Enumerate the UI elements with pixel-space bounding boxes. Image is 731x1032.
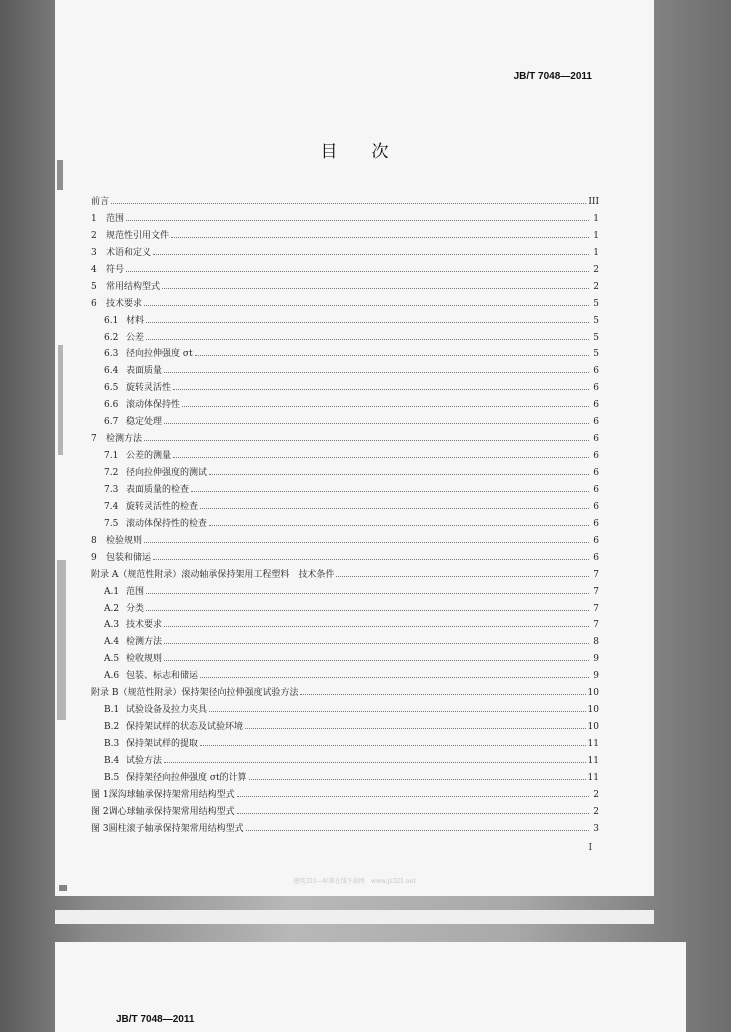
toc-entry-page: 6 [593,535,599,546]
toc-entry[interactable] [91,668,599,685]
toc-entry-page: 9 [593,671,599,682]
toc-entry[interactable] [91,617,599,634]
dot-leader [246,830,589,831]
toc-entry-number: A.3 [104,620,120,631]
toc-entry-title: 包装、标志和储运 [126,671,199,682]
toc-entry-title: 表面质量的检查 [126,484,190,495]
toc-entry[interactable] [91,516,599,533]
toc-entry-number: 5 [91,281,97,292]
toc-entry-title: 技术要求 [106,298,143,309]
toc-entry-page: 1 [593,213,599,224]
doc-code-header: JB/T 7048—2011 [513,71,592,82]
toc-entry[interactable] [91,821,599,838]
dot-leader [146,610,589,611]
toc-entry-title: 包装和储运 [106,552,152,563]
toc-entry-page: 1 [593,230,599,241]
toc-entry[interactable] [91,194,599,211]
table-of-contents [91,194,599,838]
toc-entry[interactable] [91,262,599,279]
toc-entry-number: 4 [91,264,97,275]
dot-leader [164,626,589,627]
dot-leader [209,525,589,526]
toc-entry[interactable] [91,787,599,804]
toc-entry-title: 范围 [106,213,125,224]
dot-leader [195,355,589,356]
toc-entry-title: 试验方法 [126,755,163,766]
toc-entry-title: 材料 [126,315,145,326]
toc-entry-number: 图 3 [91,823,109,834]
document-page [55,0,654,896]
dot-leader [153,254,589,255]
dot-leader [146,322,589,323]
toc-entry-number: A.4 [104,637,120,648]
dot-leader [164,423,589,424]
toc-entry[interactable] [91,753,599,770]
toc-entry[interactable] [91,448,599,465]
toc-entry-number: 7.2 [104,468,119,478]
toc-entry-title: 稳定处理 [126,417,163,428]
toc-entry[interactable] [91,770,599,787]
toc-entry-title: 符号 [106,264,125,275]
toc-entry-title: 径向拉伸强度 σt [126,349,193,360]
toc-entry-title: 技术要求 [126,620,163,631]
toc-entry-number: 2 [91,230,97,241]
toc-entry-number: 图 1 [91,789,109,800]
toc-entry[interactable] [91,685,599,702]
toc-entry-page: 2 [593,264,599,275]
toc-entry-number: 8 [91,535,97,546]
dot-leader [249,779,586,780]
dot-leader [162,288,589,289]
toc-entry[interactable] [91,397,599,414]
toc-entry[interactable] [91,313,599,330]
toc-entry-title: 滚动体保持性的检查 [126,518,208,529]
toc-entry[interactable] [91,702,599,719]
toc-entry-number: A.1 [104,586,120,597]
page-gap [55,910,654,924]
toc-entry-number: 9 [91,552,97,563]
dot-leader [237,813,589,814]
dot-leader [171,237,589,238]
toc-entry-page: 7 [593,569,599,580]
toc-entry[interactable] [91,533,599,550]
toc-entry-page: III [588,197,599,207]
toc-entry-title: 检测方法 [126,637,163,648]
toc-entry-title: 规范性引用文件 [106,230,170,241]
toc-entry[interactable] [91,363,599,380]
dot-leader [245,728,586,729]
toc-entry-title: 检验规则 [106,535,143,546]
next-page [55,942,686,1032]
dot-leader [300,694,585,695]
toc-entry-number: B.2 [104,722,120,733]
toc-entry-title: 圆柱滚子轴承保持架常用结构型式 [108,823,244,834]
toc-entry-page: 7 [593,603,599,614]
toc-entry-number: 3 [91,247,97,258]
toc-entry-page: 6 [593,400,599,411]
toc-entry[interactable] [91,465,599,482]
toc-entry[interactable] [91,346,599,363]
dot-leader [336,576,589,577]
toc-entry-number: 6.4 [104,366,119,377]
toc-entry[interactable] [91,634,599,651]
toc-entry-title: 附录 A（规范性附录）滚动轴承保持架用工程塑料 技术条件 [91,569,335,580]
toc-entry-page: 5 [593,349,599,360]
toc-entry[interactable] [91,245,599,262]
toc-entry-title: 保持架试样的提取 [126,739,199,749]
dot-leader [173,389,589,390]
toc-entry-number: B.5 [104,772,120,783]
toc-entry-page: 8 [593,637,599,648]
toc-entry-title: 常用结构型式 [106,281,161,292]
toc-entry[interactable] [91,228,599,245]
toc-entry[interactable] [91,567,599,584]
toc-entry[interactable] [91,651,599,668]
toc-entry[interactable] [91,279,599,296]
toc-entry-page: 11 [587,772,599,783]
toc-entry-page: 6 [593,518,599,529]
scan-artifact [59,885,67,891]
toc-entry-page: 6 [593,468,599,478]
toc-entry[interactable] [91,431,599,448]
dot-leader [200,508,589,509]
dot-leader [173,457,589,458]
toc-entry-page: 10 [587,688,599,699]
dot-leader [209,711,586,712]
toc-entry-number: 6.6 [104,400,119,411]
dot-leader [182,406,589,407]
toc-entry-page: 6 [593,417,599,428]
dot-leader [126,271,589,272]
toc-entry-page: 5 [593,332,599,343]
toc-entry-page: 6 [593,552,599,563]
dot-leader [237,796,589,797]
scan-artifact [58,345,63,455]
toc-entry-number: 6.7 [104,417,119,428]
dot-leader [200,745,586,746]
toc-entry-title: 滚动体保持性 [126,400,181,411]
dot-leader [144,440,589,441]
toc-entry-title: 试验设备及拉力夹具 [126,705,208,716]
toc-entry-number: 6.2 [104,332,119,343]
toc-entry[interactable] [91,482,599,499]
toc-entry-number: 6.1 [104,315,119,326]
toc-entry[interactable] [91,380,599,397]
page-number: I [588,843,592,853]
toc-entry-title: 调心球轴承保持架常用结构型式 [108,806,235,817]
toc-entry-page: 6 [593,484,599,495]
toc-entry-title: 公差 [126,332,145,343]
toc-entry-number: B.3 [104,739,120,749]
dot-leader [144,542,589,543]
toc-entry[interactable] [91,414,599,431]
toc-entry-page: 7 [593,586,599,597]
toc-entry[interactable] [91,296,599,313]
toc-entry-title: 检收规则 [126,654,163,665]
toc-entry-number: 6 [91,298,97,309]
scan-artifact [57,160,63,190]
scan-artifact [57,560,66,720]
dot-leader [164,643,589,644]
toc-entry-title: 旋转灵活性 [126,383,172,394]
toc-entry[interactable] [91,330,599,347]
toc-entry-title: 深沟球轴承保持架常用结构型式 [108,789,235,800]
toc-entry-number: 7.1 [104,451,119,462]
page-title: 目次 [320,142,423,162]
toc-entry-page: 6 [593,501,599,512]
toc-entry-title: 保持架径向拉伸强度 σt的计算 [126,772,247,783]
toc-entry-title: 分类 [126,603,145,614]
toc-entry-page: 10 [587,705,599,716]
toc-entry[interactable] [91,719,599,736]
toc-entry-page: 7 [593,620,599,631]
dot-leader [146,339,589,340]
toc-entry-title: 附录 B（规范性附录）保持架径向拉伸强度试验方法 [91,688,299,699]
toc-entry-number: 图 2 [91,806,109,817]
dot-leader [164,762,586,763]
toc-entry-title: 径向拉伸强度的测试 [126,468,208,478]
toc-entry-number: A.6 [104,671,120,682]
toc-entry-number: 1 [91,213,97,224]
toc-entry[interactable] [91,804,599,821]
toc-entry-page: 1 [593,247,599,258]
toc-entry[interactable] [91,550,599,567]
toc-entry-title: 术语和定义 [106,247,152,258]
toc-entry-number: A.5 [104,654,120,665]
toc-entry-page: 2 [593,281,599,292]
toc-entry[interactable] [91,584,599,601]
toc-entry-title: 范围 [126,586,145,597]
dot-leader [146,593,589,594]
dot-leader [209,474,589,475]
toc-entry-number: A.2 [104,603,120,614]
toc-entry-number: 6.3 [104,349,119,360]
toc-entry-title: 旋转灵活性的检查 [126,501,199,512]
toc-entry-page: 9 [593,654,599,665]
dot-leader [191,491,589,492]
toc-entry-title: 保持架试样的状态及试验环境 [126,722,244,733]
toc-entry[interactable] [91,211,599,228]
toc-entry-title: 前言 [91,197,110,207]
toc-entry[interactable] [91,499,599,516]
toc-entry-page: 11 [587,755,599,766]
toc-entry-title: 检测方法 [106,434,143,445]
toc-entry-number: B.1 [104,705,120,716]
dot-leader [126,220,589,221]
toc-entry[interactable] [91,601,599,618]
toc-entry-number: 7 [91,434,97,445]
toc-entry-page: 6 [593,451,599,462]
toc-entry-number: 6.5 [104,383,119,394]
toc-entry-number: B.4 [104,755,120,766]
toc-entry-page: 2 [593,789,599,800]
toc-entry[interactable] [91,736,599,753]
dot-leader [153,559,589,560]
toc-entry-number: 7.3 [104,484,119,495]
toc-entry-page: 6 [593,434,599,445]
toc-entry-page: 5 [593,315,599,326]
dot-leader [164,372,589,373]
next-page-doc-code: JB/T 7048—2011 [116,1014,195,1025]
toc-entry-number: 7.4 [104,501,119,512]
toc-entry-title: 公差的测量 [126,451,172,462]
toc-entry-page: 5 [593,298,599,309]
dot-leader [164,660,589,661]
footer-watermark: 建筑321—标准在线下载网 www.jz321.net [293,878,416,885]
toc-entry-page: 10 [587,722,599,733]
toc-entry-title: 表面质量 [126,366,163,377]
dot-leader [200,677,589,678]
dot-leader [111,203,586,204]
toc-entry-number: 7.5 [104,518,119,529]
toc-entry-page: 2 [593,806,599,817]
toc-entry-page: 11 [587,739,599,749]
dot-leader [144,305,589,306]
toc-entry-page: 6 [593,366,599,377]
toc-entry-page: 3 [593,823,599,834]
toc-entry-page: 6 [593,383,599,394]
